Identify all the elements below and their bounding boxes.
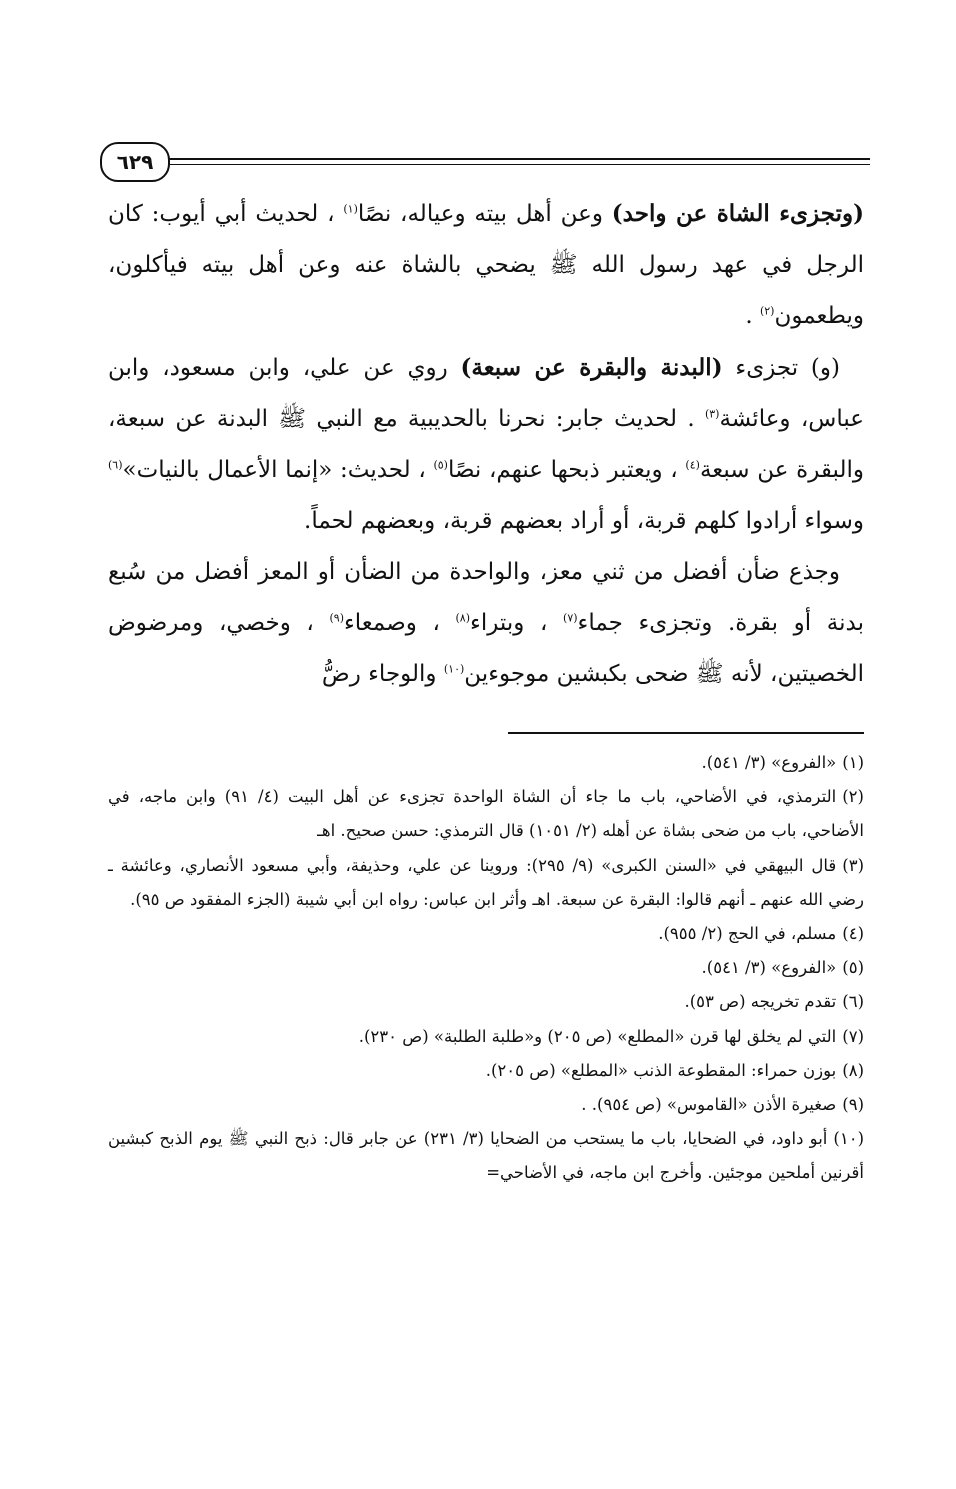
paragraph-2: [108, 342, 864, 547]
text-run: وعن أهل بيته وعياله، نصًا: [357, 201, 612, 227]
footnote-ref: (٦): [108, 458, 123, 472]
footnotes: [108, 746, 864, 1191]
footnote-ref: (٨): [455, 611, 471, 625]
text-run: ، وخصي، ومرضوض الخصيتين، لأنه ﷺ ضحى بكبشين موجوءين: [108, 610, 864, 687]
text-run: ، لحديث: «إنما الأعمال بالنيات»: [122, 457, 434, 483]
footnote-ref: (٥): [433, 458, 448, 472]
text-run: وسواء أرادوا كلهم قربة، أو أراد بعضهم قربة، وبعضهم لحماً.: [304, 508, 864, 534]
text-run: وجذع ضأن أفضل من ثني معز، والواحدة من الضأن أو المعز أفضل من سُبع بدنة أو بقرة. وتجزىء جماء: [108, 559, 864, 636]
footnote-number: (٧): [842, 1026, 864, 1046]
bold-phrase: (وتجزىء الشاة عن واحد): [611, 200, 864, 227]
footnote-ref: (٩): [329, 611, 344, 625]
page-number: ٦٢٩: [100, 142, 170, 182]
footnote-text: التي لم يخلق لها قرن «المطلع» (ص ٢٠٥) و«طلبة الطلبة» (ص ٢٣٠).: [358, 1026, 837, 1046]
footnote-number: (٣): [842, 855, 864, 875]
footnote-10: [108, 1122, 864, 1190]
footnote-number: (٦): [842, 992, 864, 1012]
text-run: ، لحديث أبي أيوب: كان الرجل في عهد رسول الله ﷺ يضحي بالشاة عنه وعن أهل بيته فيأكلون، ويطعمون: [108, 201, 864, 329]
text-run: ، وبتراء: [470, 610, 564, 636]
footnote-number: (٢): [842, 787, 864, 807]
text-run: . لحديث جابر: نحرنا بالحديبية مع النبي ﷺ البدنة عن سبعة، والبقرة عن سبعة: [108, 406, 864, 483]
footnote-text: «الفروع» (٣/ ٥٤١).: [701, 753, 837, 772]
footnote-9: [108, 1088, 864, 1122]
page-header: [100, 140, 870, 180]
footnote-number: (٤): [842, 924, 864, 944]
header-rule: [160, 158, 870, 165]
footnote-text: «الفروع» (٣/ ٥٤١).: [701, 958, 837, 978]
paragraph-1: [108, 188, 864, 342]
text-run: روي عن علي، وابن مسعود، وابن عباس، وعائشة: [108, 355, 864, 432]
text-run: (و) تجزىء: [722, 355, 840, 381]
footnote-text: مسلم، في الحج (٢/ ٩٥٥).: [658, 924, 837, 944]
footnote-number: (٥): [842, 958, 864, 978]
footnote-ref: (٣): [704, 407, 720, 421]
footnote-ref: (٤): [685, 458, 700, 472]
footnote-number: (٩): [842, 1095, 864, 1115]
footnote-ref: (٧): [563, 611, 578, 625]
footnote-1: [108, 746, 864, 780]
footnote-text: الترمذي، في الأضاحي، باب ما جاء أن الشاة الواحدة تجزىء عن أهل البيت (٤/ ٩١) وابن ماجه، في الأضاحي، باب من ضحى بشاة عن أهله (٢/ ١٠٥١) قال الترمذي: حسن صحيح. اهـ: [108, 787, 864, 841]
footnote-4: [108, 917, 864, 951]
footnote-5: [108, 951, 864, 985]
footnote-ref: (١): [343, 202, 358, 216]
footnote-text: صغيرة الأذن «القاموس» (ص ٩٥٤). .: [581, 1095, 837, 1115]
footnote-separator: [508, 732, 864, 734]
footnote-text: أبو داود، في الضحايا، باب ما يستحب من الضحايا (٣/ ٢٣١) عن جابر قال: ذبح النبي ﷺ يوم الذبح كبشين أقرنين أملحين موجئين. وأخرج ابن ماجه، في الأضاحي=: [108, 1129, 864, 1183]
text-run: والوجاء رضُّ: [321, 661, 444, 687]
footnote-2: [108, 780, 864, 848]
footnote-3: [108, 849, 864, 917]
paragraph-3: [108, 547, 864, 700]
bold-phrase: (البدنة والبقرة عن سبعة): [460, 354, 723, 381]
footnote-8: [108, 1054, 864, 1088]
footnote-ref: (١٠): [443, 662, 465, 676]
footnote-number: (١٠): [833, 1129, 864, 1149]
footnote-6: [108, 985, 864, 1019]
footnote-7: [108, 1020, 864, 1054]
footnote-text: قال البيهقي في «السنن الكبرى» (٩/ ٢٩٥): وروينا عن علي، وحذيفة، وأبي مسعود الأنصاري، وعائشة ـ رضي الله عنهم ـ أنهم قالوا: البقرة عن سبعة. اهـ وأثر ابن عباس: رواه ابن أبي شيبة (الجزء المفقود ص ٩٥).: [108, 855, 864, 909]
footnote-number: (١): [842, 753, 864, 772]
footnote-ref: (٢): [759, 304, 775, 318]
main-text: [108, 188, 864, 700]
footnote-number: (٨): [842, 1060, 864, 1080]
text-run: ، وصمعاء: [343, 610, 456, 636]
footnote-text: تقدم تخريجه (ص ٥٣).: [684, 992, 837, 1012]
footnote-text: بوزن حمراء: المقطوعة الذنب «المطلع» (ص ٢٠٥).: [485, 1060, 837, 1080]
text-run: .: [745, 303, 760, 329]
text-run: ، ويعتبر ذبحها عنهم، نصًا: [447, 457, 686, 483]
